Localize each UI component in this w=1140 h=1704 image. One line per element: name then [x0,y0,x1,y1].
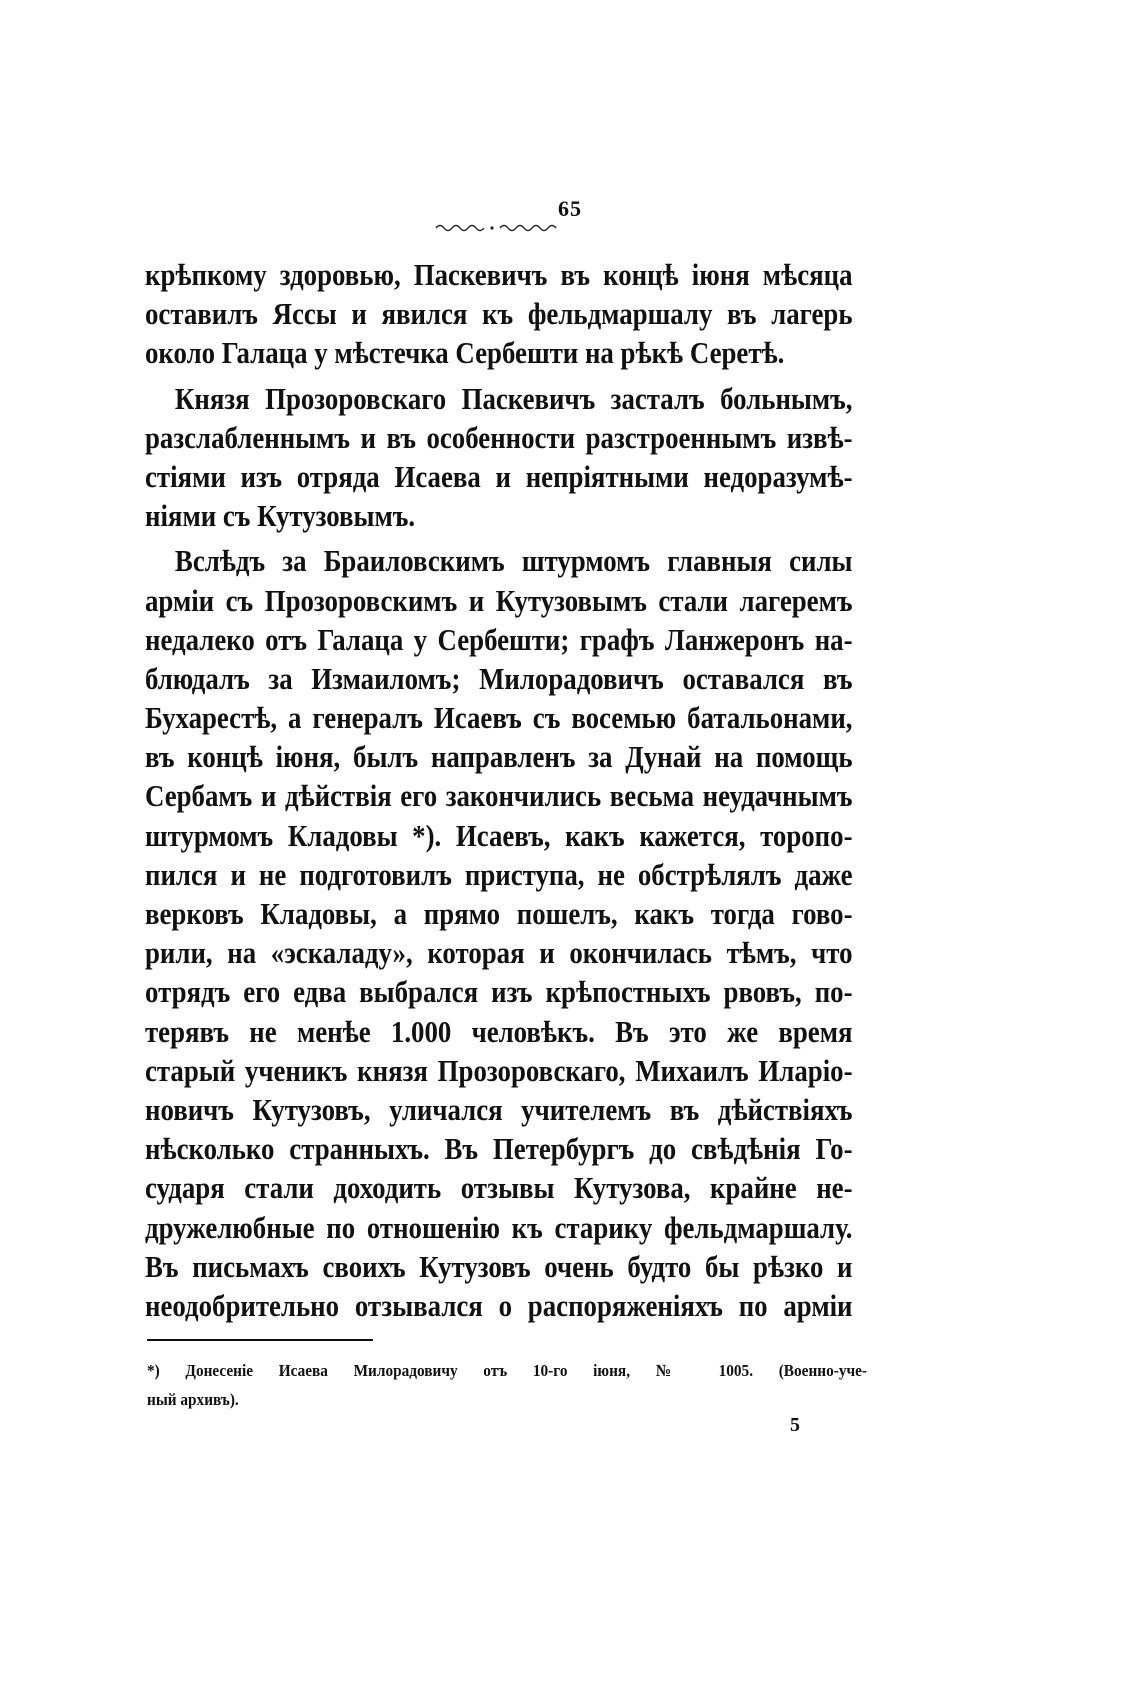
text-line: неодобрительно отзывался о распоряженіяхъ по арміи [145,1288,853,1323]
text-line: арміи съ Прозоровскимъ и Кутузовымъ стали лагеремъ [145,583,853,618]
text-line: пился и не подготовилъ приступа, не обстрѣлялъ даже [145,857,853,892]
text-line: старый ученикъ князя Прозоровскаго, Михаилъ Иларіо- [145,1053,853,1088]
footnote-line: ный архивъ). [147,1390,239,1409]
text-line: новичъ Кутузовъ, уличался учителемъ въ дѣйствіяхъ [145,1092,853,1127]
text-line: терявъ не менѣе 1.000 человѣкъ. Въ это же время [145,1014,853,1049]
text-line: крѣпкому здоровью, Паскевичъ въ концѣ іюня мѣсяца [145,258,853,292]
header-ornament [434,222,564,234]
text-line: недалеко отъ Галаца у Сербешти; графъ Ланжеронъ на- [145,622,853,657]
signature-mark: 5 [790,1414,800,1436]
text-line: блюдалъ за Измаиломъ; Милорадовичъ оставался въ [145,661,853,696]
text-line: сударя стали доходить отзывы Кутузова, крайне не- [145,1171,853,1206]
text-line: ніями съ Кутузовымъ. [145,499,416,534]
text-line: рили, на «эскаладу», которая и окончилась тѣмъ, что [145,936,853,971]
text-line: верковъ Кладовы, а прямо пошелъ, какъ тогда гово- [145,897,853,931]
text-line: Бухарестѣ, а генералъ Исаевъ съ восемью батальонами, [145,701,853,736]
text-line: штурмомъ Кладовы *). Исаевъ, какъ кажется, торопо- [145,818,853,853]
text-line: оставилъ Яссы и явился къ фельдмаршалу въ лагерь [145,297,853,332]
text-line: разслабленнымъ и въ особенности разстроеннымъ извѣ- [145,420,853,455]
text-line: дружелюбные по отношенію къ старику фельдмаршалу. [145,1210,853,1245]
text-line: отрядъ его едва выбрался изъ крѣпостныхъ рвовъ, по- [145,975,853,1010]
text-line: нѣсколько странныхъ. Въ Петербургъ до свѣдѣнія Го- [145,1132,853,1167]
page-number: 65 [558,196,582,221]
body-text [145,256,853,1326]
footnote-line: *) Донесеніе Исаева Милорадовичу отъ 10-го іюня, № 1005. (Военно-уче- [147,1361,867,1380]
text-line: около Галаца у мѣстечка Сербешти на рѣкѣ Серетѣ. [145,336,785,371]
text-line: стіями изъ отряда Исаева и непріятными недоразумѣ- [145,459,853,494]
text-line: Князя Прозоровскаго Паскевичъ засталъ больнымъ, [174,381,853,416]
text-line: Въ письмахъ своихъ Кутузовъ очень будто бы рѣзко и [145,1249,853,1284]
text-line: въ концѣ іюня, былъ направленъ за Дунай на помощь [145,740,853,775]
text-line: Сербамъ и дѣйствія его закончились весьма неудачнымъ [145,779,853,814]
text-line: Вслѣдъ за Браиловскимъ штурмомъ главныя силы [174,544,853,579]
footnote-divider [147,1339,373,1341]
footnote [147,1356,867,1414]
